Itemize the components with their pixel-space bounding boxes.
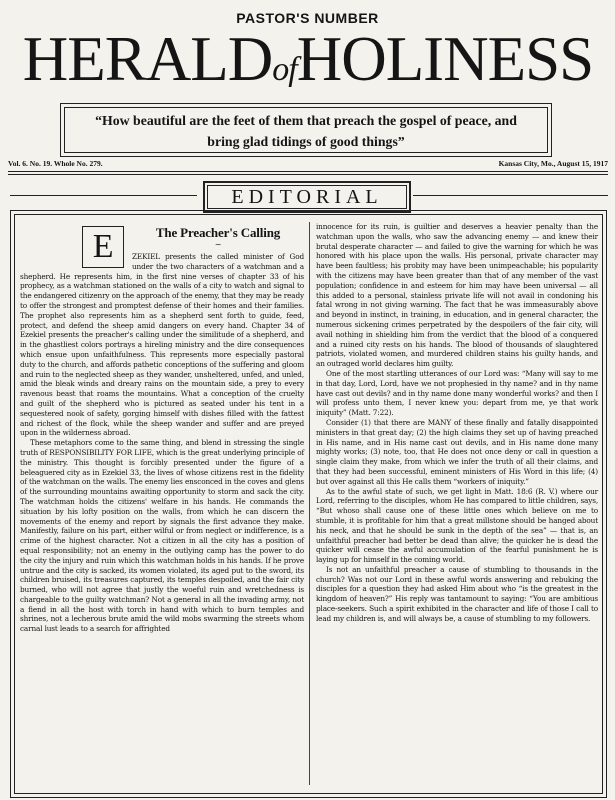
article-column-1	[20, 222, 304, 634]
place-date: Kansas City, Mo., August 15, 1917	[498, 159, 608, 168]
paragraph: One of the most startling utterances of our Lord was: “Many will say to me in that day, Lord, Lord, have we not prophesied in thy name? and in thy name have cast out devils? and in thy name done many wonderful works? and then I will profess unto them, I never knew you: depart from me, ye that work iniquity” (Matt. 7:22).	[316, 368, 598, 418]
section-label: EDITORIAL	[207, 185, 407, 209]
scripture-quote-inner	[64, 107, 548, 153]
section-rule-right	[413, 195, 608, 196]
section-rule-left	[10, 195, 197, 196]
article-column-2	[316, 222, 598, 624]
paragraph: Consider (1) that there are MANY of these finally and fatally disappointed ministers in that great day; (2) the high claims they set up of having preached in His name, and in His name cast out devils, and in His name done many mighty works; (3) note, too, that He does not once deny or call in question a single claim they make, from which we infer the truth of all their claims, and that they had been successful, eminent ministers of His Word in this life; (4) but over against all this He calls them “workers of iniquity.”	[316, 417, 598, 486]
paragraph: As to the awful state of such, we get light in Matt. 18:6 (R. V.) where our Lord, referring to the disciples, whom He has compared to little children, says, “But whoso shall cause one of these little ones which believe on me to stumble, it is profitable for him that a great millstone should be hanged about his neck, and that he should be sunk in the depth of the sea” — that is, an unfaithful preacher had better be dead than alive; the quicker he is dead the quicker will cease the awful accumulation of the fearful punishment he is laying up for himself in the coming world.	[316, 486, 598, 565]
masthead-of: of	[272, 51, 297, 88]
paragraph: Is not an unfaithful preacher a cause of stumbling to thousands in the church? Was not our Lord in these awful words answering and rebuking the disciples for a question they had asked Him about who “is the greatest in the kingdom of heaven?” His reply was tantamount to saying: “You are ambitious place-seekers. Such a spirit exhibited in the character and life of those I call to lead my children is, and will always be, a cause of stumbling to my followers.	[316, 564, 598, 623]
masthead-title-end: HOLINESS	[296, 24, 594, 94]
drop-cap: E	[82, 226, 124, 268]
issue-label: PASTOR'S NUMBER	[236, 10, 379, 26]
paragraph: These metaphors come to the same thing, and blend in stressing the single truth of RESPONSIBILITY FOR LIFE, which is the great underlying principle of the ministry. This thought is forcibly presented under the figure of a beleaguered city as in Ezekiel 33, the lives of whose citizens rest in the fidelity of the watchman on the walls. The enemy lies ensconced in the coves and glens of the surrounding mountains awaiting opportunity to storm and sack the city. The watchman holds the citizens' welfare in his hands. He commands the situation by his lofty position on the walls, from which he can discern the movements of the enemy and report by signals the first advance they make. Manifestly, failure on his part, either wilful or from neglect or indifference, is a crime of the highest character. Not a citizen in all the city has a position of equal responsibility; not an enemy in the outlying camp has the power to do the city the injury and ruin which this watchman holds in his hands. If he prove untrue and the city is sacked, its women violated, its aged put to the sword, its children bruised, its treasures captured, its temples despoiled, and the fair city burned, who will not agree that justly the woeful ruin and wretchedness is chargeable to the guilty watchman? Not a general in all the invading army, not a fiend in all the host with torch in hand with which to burn temples and shrines, not a lecherous brute amid the wild mobs swarming the streets whom carnal lust leads to a search for affrighted	[20, 438, 304, 634]
paragraph: innocence for its ruin, is guiltier and deserves a heavier penalty than the watchman upon the walls, who saw the advancing enemy — and knew their brutal desperate character — and failed to give the warning for which he was honored with his place upon the walls. His personal, private character may have been faultless; his probity may have been unimpeachable; his popularity with the citizens may have been greater than that of any member of the vast population; confidence in and esteem for him may have been universal — all this added to a personal, stainless private life will not avail in condoning his fatal wrong in not giving warning. The fact that he was immeasurably above and beyond in instinct, in training, in education, and in general character, the numerous sickening crimes perpetrated by the despoilers of the fair city, will avail nothing in shielding him from the verdict that the blood of a conquered and a ruined city rests on his hands. The blood of thousands of slaughtered patriots, violated women, and murdered children stains his guilty hands, and an outraged world declares him guilty.	[316, 222, 598, 369]
header-rule	[8, 171, 608, 172]
column-divider	[309, 222, 310, 785]
paragraph: ZEKIEL presents the called minister of God under the two characters of a watchman and a shepherd. He represents him, in the first nine verses of chapter 33 of his prophecy, as a watchman stationed on the walls of a city to watch and signal to the endangered citizenry on the approach of the enemy, that they may be ready to offer the strongest and promptest defense of their homes and their families. The prophet also represents him as a shepherd sent forth to guide, feed, protect, and defend the sheep amid dangers on every hand. Chapter 34 of Ezekiel presents the preacher's calling under the similitude of a shepherd, and in the ghastliest colors portrays a hireling ministry and the dire consequences which ensue upon unfaithfulness. This represents more especially pastoral duty to the church, and affords pathetic conceptions of the suffering and gloom and ruin to the neglected sheep as they wander, unsheltered, unfed, and unled, amid the bleak winds and dreary rains on the mountain side, a prey to every ravenous beast that roams the mountains. What a conception of the cruelty and guilt of the shepherd who is pictured as seated under his tent in a sequestered nook of safety, gorging himself with dishes filled with the fattest and richest of the flock, while the sheep wander and suffer and are preyed upon in the wilderness abroad.	[20, 252, 304, 438]
title-flourish: ~	[214, 240, 222, 249]
header-rule-thin	[8, 174, 608, 175]
issue-info-line	[8, 157, 608, 171]
volume-info: Vol. 6. No. 19. Whole No. 279.	[8, 159, 103, 168]
quote-line-2: bring glad tidings of good things”	[207, 134, 405, 149]
article-title: The Preacher's Calling	[155, 225, 281, 240]
section-label-box	[203, 181, 411, 213]
scripture-quote-box	[60, 103, 552, 157]
quote-line-1: “How beautiful are the feet of them that preach the gospel of peace, and	[95, 113, 517, 128]
masthead	[8, 26, 608, 103]
masthead-title: HERALD	[22, 24, 273, 94]
